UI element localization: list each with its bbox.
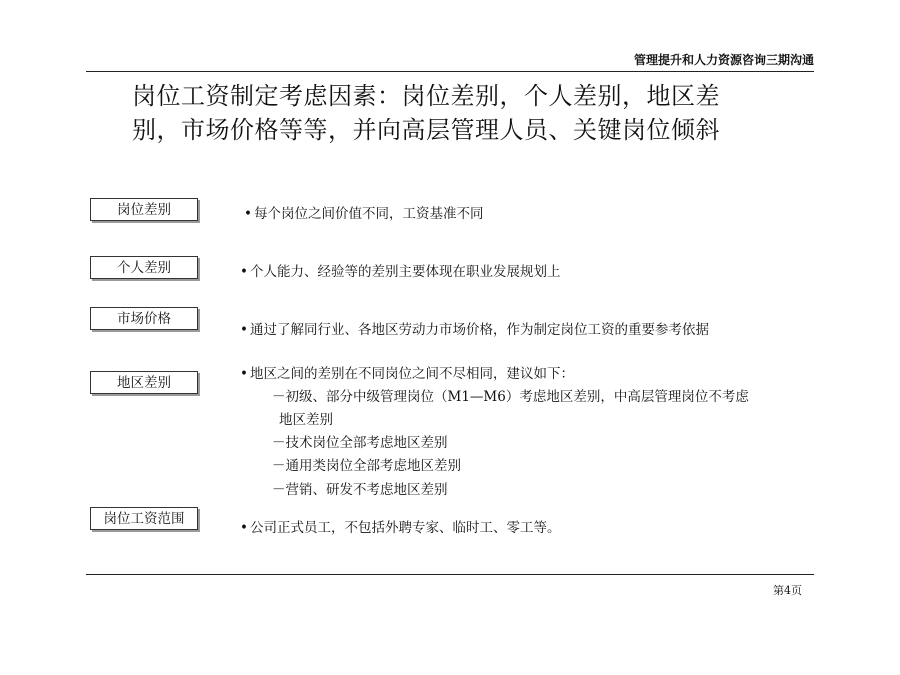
sub-item: －通用类岗位全部考虑地区差别 [272, 458, 461, 474]
header-label: 管理提升和人力资源咨询三期沟通 [633, 53, 814, 67]
slide-title [132, 79, 772, 147]
sub-item: 地区差别 [279, 412, 333, 428]
bullet-dot: • [240, 520, 248, 536]
label-box-regional-difference: 地区差别 [90, 371, 198, 394]
bullet-text: 公司正式员工，不包括外聘专家、临时工、零工等。 [249, 520, 561, 536]
slide-title-line-2: 别，市场价格等等，并向高层管理人员、关键岗位倾斜 [132, 116, 720, 144]
bullet-dot: • [240, 264, 248, 280]
label-box-market-price: 市场价格 [90, 307, 198, 330]
bullet-position-difference [244, 204, 483, 224]
bullet-text: 地区之间的差别在不同岗位之间不尽相同，建议如下： [249, 366, 574, 382]
label-box-salary-scope: 岗位工资范围 [90, 507, 198, 530]
label-box-individual-difference: 个人差别 [90, 256, 198, 279]
sub-item: －营销、研发不考虑地区差别 [272, 482, 448, 498]
bullet-individual-difference [240, 262, 560, 282]
bullet-text: 每个岗位之间价值不同，工资基准不同 [253, 206, 484, 222]
bullet-dot: • [244, 206, 252, 222]
bullet-dot: • [240, 322, 248, 338]
page-number: 第4页 [773, 584, 802, 597]
sub-item: －初级、部分中级管理岗位（M1—M6）考虑地区差别，中高层管理岗位不考虑 [272, 389, 749, 405]
bullet-regional-difference [240, 364, 574, 384]
slide-title-line-1: 岗位工资制定考虑因素：岗位差别，个人差别，地区差 [132, 82, 720, 110]
bullet-market-price [240, 320, 709, 340]
sub-item: －技术岗位全部考虑地区差别 [272, 435, 448, 451]
bullet-text: 通过了解同行业、各地区劳动力市场价格，作为制定岗位工资的重要参考依据 [249, 322, 709, 338]
bullet-salary-scope [240, 518, 560, 538]
label-box-position-difference: 岗位差别 [90, 198, 198, 221]
header-divider [86, 71, 814, 72]
bullet-text: 个人能力、经验等的差别主要体现在职业发展规划上 [249, 264, 561, 280]
footer-divider [86, 574, 814, 575]
bullet-dot: • [240, 366, 248, 382]
